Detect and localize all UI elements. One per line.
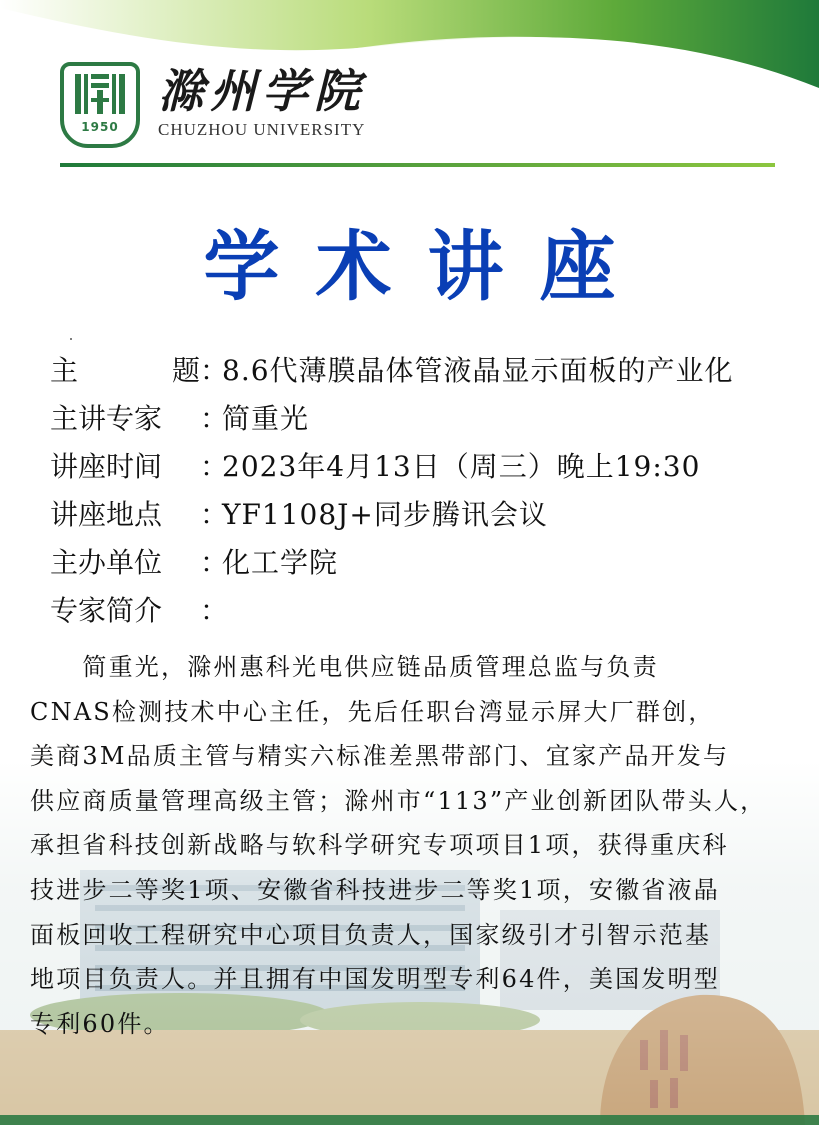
seal-year: 1950	[81, 120, 119, 134]
colon: ：	[200, 354, 229, 387]
bio-line: 供应商质量管理高级主管；滁州市“113”产业创新团队带头人，	[30, 786, 767, 815]
info-row-location	[50, 489, 810, 537]
topic-value: 8.6代薄膜晶体管液晶显示面板的产业化	[222, 354, 734, 387]
info-row-speaker	[50, 393, 810, 441]
colon: ：	[200, 546, 229, 579]
school-name-en: CHUZHOU UNIVERSITY	[158, 120, 366, 139]
colon: ：	[200, 402, 229, 435]
bio-line: CNAS检测技术中心主任，先后任职台湾显示屏大厂群创，	[30, 697, 715, 726]
info-row-topic	[50, 345, 810, 393]
organizer-label: 主办单位	[50, 546, 163, 579]
bio-line: 技进步二等奖1项、安徽省科技进步二等奖1项，安徽省液晶	[30, 875, 720, 904]
speaker-bio	[30, 645, 782, 1046]
info-row-bio-heading	[50, 585, 810, 633]
topic-label-char-1: 主	[50, 354, 79, 387]
bio-line: 承担省科技创新战略与软科学研究专项项目1项，获得重庆科	[30, 831, 729, 860]
speaker-value: 简重光	[222, 402, 310, 435]
seal-emblem-icon	[72, 70, 128, 118]
location-label: 讲座地点	[50, 498, 163, 531]
bio-label: 专家简介	[50, 594, 163, 627]
bio-line: 简重光，滁州惠科光电供应链品质管理总监与负责	[30, 653, 659, 681]
colon: ：	[200, 594, 229, 627]
organizer-value: 化工学院	[222, 546, 339, 579]
speaker-label: 主讲专家	[50, 402, 163, 435]
bio-line: 地项目负责人。并且拥有中国发明型专利64件，美国发明型	[30, 965, 720, 994]
topic-label-char-2: 题	[171, 354, 200, 387]
decorative-dot	[70, 338, 72, 340]
bio-line: 美商3M品质主管与精实六标准差黑带部门、宜家产品开发与	[30, 742, 730, 771]
bio-line: 专利60件。	[30, 1009, 170, 1038]
time-value: 2023年4月13日（周三）晚上19:30	[222, 450, 701, 483]
lecture-info	[50, 345, 810, 633]
bio-line: 面板回收工程研究中心项目负责人，国家级引才引智示范基	[30, 920, 712, 949]
colon: ：	[200, 498, 229, 531]
colon: ：	[200, 450, 229, 483]
topic-label	[50, 349, 200, 389]
university-logo	[60, 62, 366, 154]
location-value: YF1108J+同步腾讯会议	[222, 498, 548, 531]
university-seal	[60, 62, 140, 148]
page-title: 学术讲座	[203, 222, 652, 311]
info-row-time	[50, 441, 810, 489]
info-row-organizer	[50, 537, 810, 585]
time-label: 讲座时间	[50, 450, 163, 483]
school-name-cn: 滁州学院	[158, 64, 366, 118]
